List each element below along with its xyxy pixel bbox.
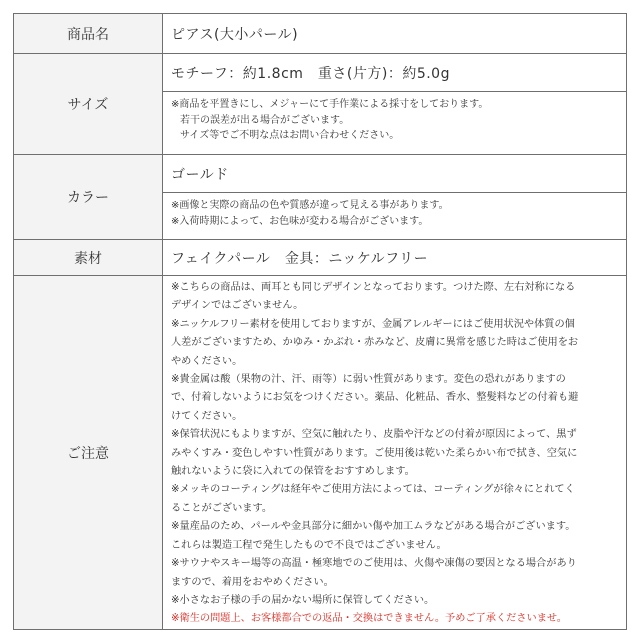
color-note-line: ※入荷時期によって、お色味が変わる場合がございます。 [171, 215, 429, 227]
caution-line: ※メッキのコーティングは経年やご使用方法によっては、コーティングが徐々にとれてく [171, 484, 575, 496]
caution-line: デザインではございません。 [171, 300, 304, 312]
caution-line: やめください。 [171, 355, 243, 367]
material-label: 素材 [14, 240, 163, 276]
size-note-line: 若干の誤差が出る場合がございます。 [180, 114, 350, 126]
caution-line: 人差がございますため、かゆみ・かぶれ・赤みなど、皮膚に異常を感じた時はご使用をお [171, 337, 579, 349]
row-size-main [14, 54, 627, 92]
return-warning: ※衛生の問題上、お客様都合での返品・交換はできません。予めご了承くださいませ。 [171, 613, 567, 625]
size-note-line: サイズ等でご不明な点はお問い合わせください。 [180, 130, 400, 141]
size-note-line: ※商品を平置きにし、メジャーにて手作業による採寸をしております。 [171, 99, 489, 110]
caution-line: これらは製造工程で発生したもので不良ではございません。 [171, 539, 447, 551]
caution-line: みやくすみ・変色しやすい性質があります。ご使用後は乾いた柔らかい布で拭き、空気に [171, 447, 578, 459]
caution-line: で、付着しないようにお気をつけください。薬品、化粧品、香水、整髪料などの付着も避 [171, 392, 579, 404]
caution-line: ※量産品のため、パールや金具部分に細かい傷や加工ムラなどがある場合がございます。 [171, 521, 576, 533]
size-notes [163, 92, 627, 155]
color-note-line: ※画像と実際の商品の色や質感が違って見える事があります。 [171, 200, 449, 211]
caution-line: 触れないように袋に入れての保管をおすすめします。 [171, 466, 415, 478]
caution-line: ることがございます。 [171, 502, 273, 514]
caution-line: ※こちらの商品は、両耳とも同じデザインとなっております。つけた際、左右対称になる [171, 282, 576, 293]
row-material [14, 240, 627, 276]
caution-line: ※サウナやスキー場等の高温・極寒地でのご使用は、火傷や凍傷の要因となる場合があり [171, 558, 577, 570]
caution-line: ※ニッケルフリー素材を使用しておりますが、金属アレルギーにはご使用状況や体質の個 [171, 318, 575, 330]
product-name-value: ピアス(大小パール) [163, 14, 627, 54]
caution-lines [171, 279, 618, 610]
cautions-text [163, 276, 627, 630]
color-label: カラー [14, 155, 163, 240]
cautions-label: ご注意 [14, 276, 163, 630]
row-cautions [14, 276, 627, 630]
caution-line: ますので、着用をおやめください。 [171, 576, 334, 588]
row-color-main [14, 155, 627, 193]
color-value: ゴールド [163, 155, 627, 193]
caution-line: ※小さなお子様の手の届かない場所に保管してください。 [171, 594, 435, 606]
caution-line: ※保管状況にもよりますが、空気に触れたり、皮脂や汗などの付着が原因によって、黒ず [171, 429, 577, 441]
caution-line: けてください。 [171, 410, 243, 422]
product-name-label: 商品名 [14, 14, 163, 54]
material-value: フェイクパール 金具：ニッケルフリー [163, 240, 627, 276]
size-value: モチーフ：約1.8cm 重さ(片方)：約5.0g [163, 54, 627, 92]
caution-line: ※貴金属は酸（果物の汁、汗、雨等）に弱い性質があります。変色の恐れがありますの [171, 374, 566, 386]
product-spec-table [13, 13, 627, 630]
size-label: サイズ [14, 54, 163, 155]
row-product-name [14, 14, 627, 54]
color-notes [163, 193, 627, 240]
